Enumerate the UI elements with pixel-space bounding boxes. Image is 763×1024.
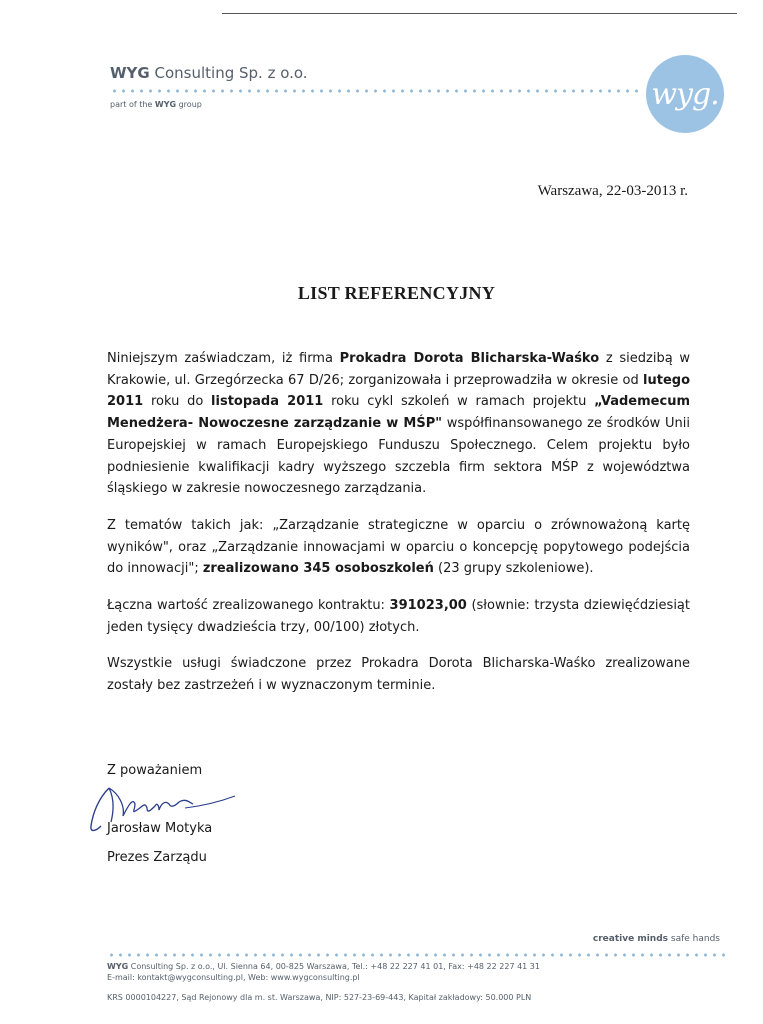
company-name: WYG Consulting Sp. z o.o. <box>110 64 308 82</box>
letter-date: Warszawa, 22-03-2013 r. <box>537 183 688 199</box>
footer-tagline: creative minds safe hands <box>592 934 720 944</box>
top-rule <box>222 13 737 14</box>
paragraph-2: Z tematów takich jak: „Zarządzanie strategiczne w oparciu o zrównoważoną kartę wyników", oraz „Zarządzanie innowacjami w oparciu o koncepcję popytowego podejścia do innowacji"; zrealizowano 345 osoboszkoleń (23 grupy szkoleniowe). <box>107 517 690 577</box>
footer-dotted-line <box>107 953 727 957</box>
footer-registration: KRS 0000104227, Sąd Rejonowy dla m. st. Warszawa, NIP: 527-23-69-443, Kapitał zakładowy: 50.000 PLN <box>107 993 532 1002</box>
header-dotted-line <box>110 89 640 93</box>
footer-contact: E-mail: kontakt@wygconsulting.pl, Web: www.wygconsulting.pl <box>107 973 360 982</box>
paragraph-4: Wszystkie usługi świadczone przez Prokadra Dorota Blicharska-Waśko zrealizowane zostały bez zastrzeżeń i w wyznaczonym terminie. <box>107 656 690 694</box>
closing-salutation: Z poważaniem <box>107 763 203 778</box>
paragraph-1: Niniejszym zaświadczam, iż firma Prokadra Dorota Blicharska-Waśko z siedzibą w Krakowie, ul. Grzegórzecka 67 D/26; zorganizowała i przeprowadziła w okresie od lutego 2011 roku do listopada 2011 roku cykl szkoleń w ramach projektu „Vademecum Menedżera- Nowoczesne zarządzanie w MŚP" współfinansowanego ze środków Unii Europejskiej w ramach Europejskiego Funduszu Społecznego. Celem projektu było podniesienie kwalifikacji kadry wyższego szczebla firm sektora MŚP z województwa śląskiego w zakresie nowoczesnego zarządzania. <box>107 351 690 497</box>
letter-body <box>107 348 690 712</box>
footer-address: WYG Consulting Sp. z o.o., Ul. Sienna 64, 00-825 Warszawa, Tel.: +48 22 227 41 01, Fax: +48 22 227 41 31 <box>107 962 540 971</box>
wyg-logo: wyg. <box>646 55 724 133</box>
paragraph-3: Łączna wartość zrealizowanego kontraktu: 391023,00 (słownie: trzysta dziewięćdziesiąt jeden tysięcy dwadzieścia trzy, 00/100) złotych. <box>107 598 690 635</box>
signer-name: Jarosław Motyka <box>107 821 213 836</box>
signer-role: Prezes Zarządu <box>107 850 207 865</box>
letter-title: LIST REFERENCYJNY <box>297 283 496 303</box>
group-affiliation: part of the WYG group <box>110 100 202 109</box>
